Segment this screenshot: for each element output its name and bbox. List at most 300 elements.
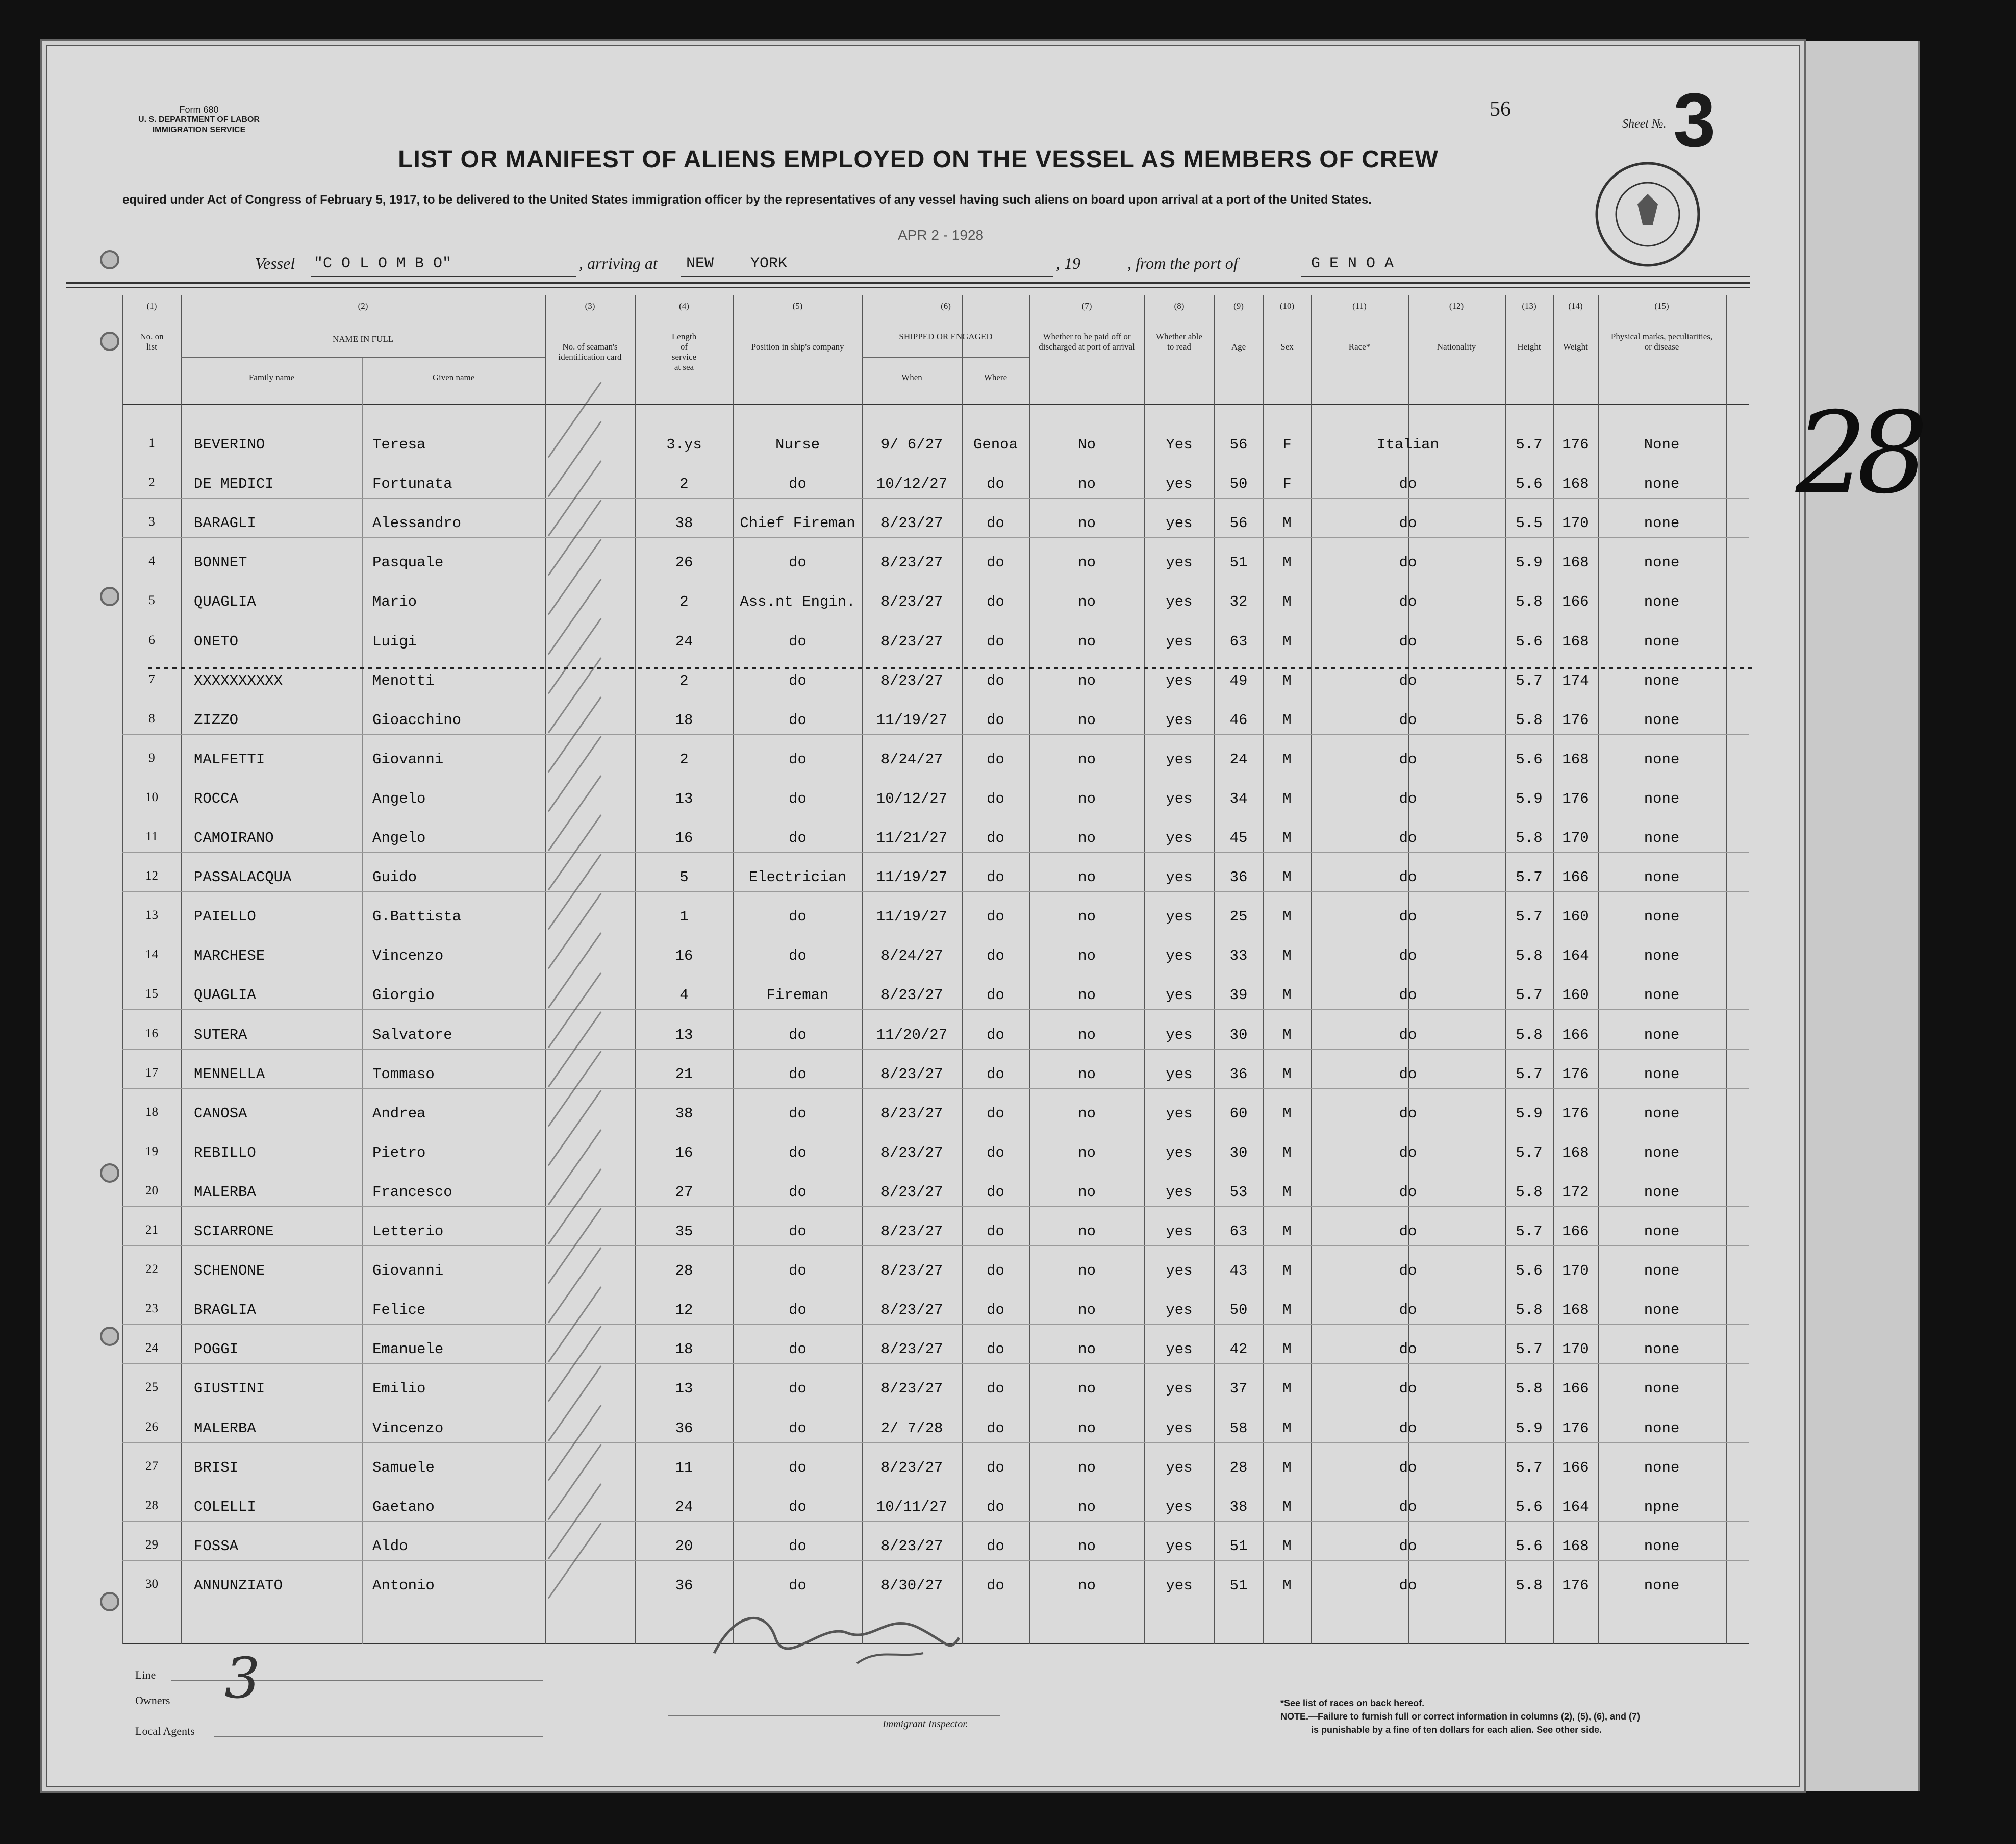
weight: 164 bbox=[1562, 1499, 1589, 1515]
row-number: 24 bbox=[145, 1341, 158, 1355]
age: 30 bbox=[1229, 1027, 1248, 1043]
col9-header: (9) Age bbox=[1231, 301, 1246, 352]
arriving-label: , arriving at bbox=[579, 254, 658, 272]
page-number: 56 bbox=[1490, 97, 1511, 121]
able-to-read: yes bbox=[1166, 515, 1193, 532]
row-number: 10 bbox=[145, 790, 158, 804]
race-nationality: do bbox=[1399, 1144, 1417, 1161]
weight: 166 bbox=[1562, 1459, 1589, 1476]
shipped-when: 8/24/27 bbox=[880, 751, 943, 768]
position: do bbox=[789, 633, 807, 650]
col3-header: (3) No. of seaman's identification card bbox=[558, 301, 622, 362]
weight: 160 bbox=[1562, 987, 1589, 1004]
race-nationality: do bbox=[1399, 1027, 1417, 1043]
physical-marks: none bbox=[1644, 672, 1680, 689]
family-name: POGGI bbox=[194, 1341, 239, 1358]
given-name: Emanuele bbox=[372, 1341, 444, 1358]
age: 51 bbox=[1229, 1538, 1248, 1555]
race-nationality: do bbox=[1399, 908, 1417, 925]
family-name: SCHENONE bbox=[194, 1262, 265, 1279]
race-nationality: do bbox=[1399, 554, 1417, 571]
sex: M bbox=[1282, 1027, 1292, 1043]
shipped-where: do bbox=[987, 830, 1004, 846]
able-to-read: yes bbox=[1166, 672, 1193, 689]
height: 5.8 bbox=[1516, 1302, 1543, 1318]
shipped-where: do bbox=[987, 987, 1004, 1004]
position: do bbox=[789, 554, 807, 571]
position: do bbox=[789, 1459, 807, 1476]
able-to-read: Yes bbox=[1166, 436, 1193, 453]
shipped-where: do bbox=[987, 1459, 1004, 1476]
row-number: 3 bbox=[148, 515, 155, 529]
given-name: Francesco bbox=[372, 1184, 452, 1201]
weight: 168 bbox=[1562, 1144, 1589, 1161]
age: 36 bbox=[1229, 1066, 1248, 1083]
sex: M bbox=[1282, 908, 1292, 925]
physical-marks: none bbox=[1644, 830, 1680, 846]
age: 38 bbox=[1229, 1499, 1248, 1515]
given-name: Gaetano bbox=[372, 1499, 435, 1515]
from-port-label: , from the port of bbox=[1127, 254, 1238, 272]
able-to-read: yes bbox=[1166, 1420, 1193, 1437]
race-nationality: Italian bbox=[1377, 436, 1439, 453]
shipped-where: do bbox=[987, 1341, 1004, 1358]
physical-marks: none bbox=[1644, 1027, 1680, 1043]
shipped-where: do bbox=[987, 1302, 1004, 1318]
consulate-seal bbox=[1592, 158, 1704, 270]
able-to-read: yes bbox=[1166, 593, 1193, 610]
family-name: PASSALACQUA bbox=[194, 869, 292, 886]
sex: M bbox=[1282, 1380, 1292, 1397]
shipped-where: do bbox=[987, 1577, 1004, 1594]
row-number: 14 bbox=[145, 948, 158, 961]
family-name: SCIARRONE bbox=[194, 1223, 274, 1240]
col2-header: (2) NAME IN FULL bbox=[333, 301, 393, 344]
family-name: BRISI bbox=[194, 1459, 239, 1476]
paid-off: no bbox=[1078, 1341, 1096, 1358]
race-nationality: do bbox=[1399, 751, 1417, 768]
age: 37 bbox=[1229, 1380, 1248, 1397]
physical-marks: none bbox=[1644, 1144, 1680, 1161]
shipped-where: do bbox=[987, 1380, 1004, 1397]
shipped-when: 8/23/27 bbox=[880, 1459, 943, 1476]
able-to-read: yes bbox=[1166, 712, 1193, 729]
able-to-read: yes bbox=[1166, 830, 1193, 846]
race-nationality: do bbox=[1399, 869, 1417, 886]
position: do bbox=[789, 830, 807, 846]
given-name: Guido bbox=[372, 869, 417, 886]
paid-off: no bbox=[1078, 790, 1096, 807]
service-length: 38 bbox=[675, 515, 693, 532]
given-name: Antonio bbox=[372, 1577, 435, 1594]
position: do bbox=[789, 1223, 807, 1240]
race-nationality: do bbox=[1399, 593, 1417, 610]
sex: M bbox=[1282, 554, 1292, 571]
shipped-when: 10/12/27 bbox=[876, 790, 948, 807]
race-nationality: do bbox=[1399, 830, 1417, 846]
shipped-where: do bbox=[987, 751, 1004, 768]
weight: 168 bbox=[1562, 1538, 1589, 1555]
row-number: 8 bbox=[148, 712, 155, 726]
paid-off: no bbox=[1078, 1380, 1096, 1397]
position: do bbox=[789, 908, 807, 925]
given-name: Giovanni bbox=[372, 751, 444, 768]
able-to-read: yes bbox=[1166, 1184, 1193, 1201]
row-number: 5 bbox=[148, 593, 155, 607]
age: 50 bbox=[1229, 1302, 1248, 1318]
position: Fireman bbox=[766, 987, 829, 1004]
paid-off: no bbox=[1078, 1302, 1096, 1318]
physical-marks: none bbox=[1644, 476, 1680, 492]
service-length: 2 bbox=[679, 593, 689, 610]
service-length: 4 bbox=[679, 987, 689, 1004]
physical-marks: none bbox=[1644, 1184, 1680, 1201]
col6-header: (6) SHIPPED OR ENGAGED bbox=[899, 301, 993, 341]
paid-off: no bbox=[1078, 1459, 1096, 1476]
weight: 172 bbox=[1562, 1184, 1589, 1201]
family-name: XXXXXXXXXX bbox=[194, 672, 283, 689]
race-nationality: do bbox=[1399, 476, 1417, 492]
race-nationality: do bbox=[1399, 948, 1417, 964]
age: 51 bbox=[1229, 1577, 1248, 1594]
position: do bbox=[789, 1105, 807, 1122]
race-nationality: do bbox=[1399, 1577, 1417, 1594]
height: 5.7 bbox=[1516, 1144, 1543, 1161]
given-name: Aldo bbox=[372, 1538, 408, 1555]
able-to-read: yes bbox=[1166, 554, 1193, 571]
physical-marks: none bbox=[1644, 1420, 1680, 1437]
row-number: 15 bbox=[145, 987, 158, 1001]
inspector-label: Immigrant Inspector. bbox=[883, 1718, 968, 1730]
shipped-when: 8/23/27 bbox=[880, 554, 943, 571]
physical-marks: none bbox=[1644, 554, 1680, 571]
height: 5.6 bbox=[1516, 1262, 1543, 1279]
position: do bbox=[789, 1262, 807, 1279]
given-name: Giovanni bbox=[372, 1262, 444, 1279]
paid-off: no bbox=[1078, 869, 1096, 886]
race-nationality: do bbox=[1399, 1262, 1417, 1279]
service-length: 13 bbox=[675, 1027, 693, 1043]
col5-header: (5) Position in ship's company bbox=[751, 301, 844, 352]
age: 56 bbox=[1229, 436, 1248, 453]
given-name: G.Battista bbox=[372, 908, 462, 925]
binder-hole bbox=[100, 1592, 119, 1611]
penalty-note-1: NOTE.—Failure to furnish full or correct information in columns (2), (5), (6), and (7) bbox=[1280, 1711, 1641, 1722]
given-name: Vincenzo bbox=[372, 1420, 444, 1437]
family-name: MALFETTI bbox=[194, 751, 265, 768]
row-number: 4 bbox=[148, 554, 155, 568]
shipped-where: do bbox=[987, 1066, 1004, 1083]
col8-header: (8) Whether able to read bbox=[1155, 301, 1203, 352]
height: 5.6 bbox=[1516, 633, 1543, 650]
age: 58 bbox=[1229, 1420, 1248, 1437]
service-length: 2 bbox=[679, 672, 689, 689]
weight: 164 bbox=[1562, 948, 1589, 964]
paid-off: no bbox=[1078, 1499, 1096, 1515]
position: do bbox=[789, 1420, 807, 1437]
race-nationality: do bbox=[1399, 672, 1417, 689]
shipped-when: 8/23/27 bbox=[880, 515, 943, 532]
age: 53 bbox=[1229, 1184, 1248, 1201]
shipped-when: 8/23/27 bbox=[880, 1144, 943, 1161]
paid-off: no bbox=[1078, 672, 1096, 689]
weight: 166 bbox=[1562, 1380, 1589, 1397]
page-title: LIST OR MANIFEST OF ALIENS EMPLOYED ON THE VESSEL AS MEMBERS OF CREW bbox=[398, 146, 1439, 173]
age: 33 bbox=[1229, 948, 1248, 964]
height: 5.7 bbox=[1516, 1459, 1543, 1476]
family-name-header: Family name bbox=[248, 372, 295, 382]
row-number: 12 bbox=[145, 869, 158, 883]
given-name: Angelo bbox=[372, 830, 426, 846]
col4-header: (4) Length of service at sea bbox=[671, 301, 697, 372]
shipped-when: 8/24/27 bbox=[880, 948, 943, 964]
shipped-where: do bbox=[987, 515, 1004, 532]
able-to-read: yes bbox=[1166, 476, 1193, 492]
race-nationality: do bbox=[1399, 1223, 1417, 1240]
binder-hole bbox=[100, 1327, 119, 1346]
weight: 176 bbox=[1562, 712, 1589, 729]
position: do bbox=[789, 1066, 807, 1083]
shipped-where: do bbox=[987, 593, 1004, 610]
given-name: Angelo bbox=[372, 790, 426, 807]
race-nationality: do bbox=[1399, 1538, 1417, 1555]
position: Electrician bbox=[748, 869, 847, 886]
physical-marks: none bbox=[1644, 515, 1680, 532]
sex: M bbox=[1282, 515, 1292, 532]
paid-off: no bbox=[1078, 1066, 1096, 1083]
weight: 176 bbox=[1562, 1420, 1589, 1437]
sex: M bbox=[1282, 1538, 1292, 1555]
row-number: 27 bbox=[145, 1459, 158, 1473]
race-nationality: do bbox=[1399, 1341, 1417, 1358]
sex: M bbox=[1282, 593, 1292, 610]
row-number: 23 bbox=[145, 1302, 158, 1315]
physical-marks: none bbox=[1644, 1538, 1680, 1555]
shipped-when: 10/12/27 bbox=[876, 476, 948, 492]
strikethrough-row-7 bbox=[148, 667, 1755, 669]
binder-hole bbox=[100, 250, 119, 269]
age: 34 bbox=[1229, 790, 1248, 807]
physical-marks: none bbox=[1644, 1105, 1680, 1122]
race-nationality: do bbox=[1399, 712, 1417, 729]
weight: 174 bbox=[1562, 672, 1589, 689]
service-length: 24 bbox=[675, 633, 693, 650]
service-length: 12 bbox=[675, 1302, 693, 1318]
given-name: Alessandro bbox=[372, 515, 462, 532]
shipped-when: 11/19/27 bbox=[876, 712, 948, 729]
handwritten-line-number: 3 bbox=[224, 1646, 260, 1711]
physical-marks: none bbox=[1644, 987, 1680, 1004]
physical-marks: none bbox=[1644, 869, 1680, 886]
race-nationality: do bbox=[1399, 1066, 1417, 1083]
sex: M bbox=[1282, 790, 1292, 807]
col1-header: (1) No. on list bbox=[140, 301, 164, 352]
given-name: Letterio bbox=[372, 1223, 444, 1240]
binder-hole bbox=[100, 1163, 119, 1183]
height: 5.8 bbox=[1516, 948, 1543, 964]
able-to-read: yes bbox=[1166, 1105, 1193, 1122]
age: 43 bbox=[1229, 1262, 1248, 1279]
physical-marks: none bbox=[1644, 1066, 1680, 1083]
given-name: Salvatore bbox=[372, 1027, 452, 1043]
position: do bbox=[789, 1538, 807, 1555]
row-number: 13 bbox=[145, 908, 158, 922]
vessel-name: "C O L O M B O" bbox=[314, 255, 452, 272]
service-length: 21 bbox=[675, 1066, 693, 1083]
shipped-when: 11/19/27 bbox=[876, 908, 948, 925]
table-top-rule bbox=[66, 282, 1750, 284]
shipped-where: do bbox=[987, 1027, 1004, 1043]
sex: M bbox=[1282, 712, 1292, 729]
physical-marks: none bbox=[1644, 751, 1680, 768]
shipped-where: do bbox=[987, 712, 1004, 729]
weight: 176 bbox=[1562, 1577, 1589, 1594]
physical-marks: none bbox=[1644, 633, 1680, 650]
able-to-read: yes bbox=[1166, 1066, 1193, 1083]
age: 28 bbox=[1229, 1459, 1248, 1476]
age: 50 bbox=[1229, 476, 1248, 492]
sex: M bbox=[1282, 1499, 1292, 1515]
able-to-read: yes bbox=[1166, 908, 1193, 925]
shipped-where: do bbox=[987, 476, 1004, 492]
weight: 168 bbox=[1562, 751, 1589, 768]
sex: M bbox=[1282, 1262, 1292, 1279]
given-name: Mario bbox=[372, 593, 417, 610]
inspector-signature bbox=[704, 1592, 969, 1674]
given-name: Felice bbox=[372, 1302, 426, 1318]
sex: F bbox=[1282, 436, 1292, 453]
position: Chief Fireman bbox=[740, 515, 855, 532]
family-name: ANNUNZIATO bbox=[194, 1577, 283, 1594]
able-to-read: yes bbox=[1166, 790, 1193, 807]
shipped-where: do bbox=[987, 908, 1004, 925]
paid-off: no bbox=[1078, 1538, 1096, 1555]
family-name: COLELLI bbox=[194, 1499, 256, 1515]
shipped-where: do bbox=[987, 1420, 1004, 1437]
weight: 166 bbox=[1562, 593, 1589, 610]
paid-off: no bbox=[1078, 1420, 1096, 1437]
sex: M bbox=[1282, 1420, 1292, 1437]
paid-off: no bbox=[1078, 1144, 1096, 1161]
paid-off: no bbox=[1078, 830, 1096, 846]
position: do bbox=[789, 948, 807, 964]
age: 45 bbox=[1229, 830, 1248, 846]
shipped-where: do bbox=[987, 633, 1004, 650]
weight: 166 bbox=[1562, 869, 1589, 886]
height: 5.8 bbox=[1516, 1184, 1543, 1201]
given-name: Vincenzo bbox=[372, 948, 444, 964]
col14-header: (14) Weight bbox=[1563, 301, 1588, 352]
paid-off: no bbox=[1078, 1027, 1096, 1043]
physical-marks: none bbox=[1644, 908, 1680, 925]
row-number: 17 bbox=[145, 1066, 158, 1080]
col12-header: (12) Nationality bbox=[1437, 301, 1476, 352]
position: do bbox=[789, 790, 807, 807]
shipped-when: 9/ 6/27 bbox=[880, 436, 943, 453]
weight: 170 bbox=[1562, 830, 1589, 846]
physical-marks: none bbox=[1644, 1223, 1680, 1240]
age: 60 bbox=[1229, 1105, 1248, 1122]
date-stamp: APR 2 - 1928 bbox=[898, 227, 984, 243]
shipped-when: 8/23/27 bbox=[880, 633, 943, 650]
shipped-where: do bbox=[987, 790, 1004, 807]
row-number: 9 bbox=[148, 751, 155, 765]
given-name: Gioacchino bbox=[372, 712, 462, 729]
shipped-when: 8/23/27 bbox=[880, 593, 943, 610]
sex: M bbox=[1282, 1459, 1292, 1476]
age: 25 bbox=[1229, 908, 1248, 925]
position: do bbox=[789, 1380, 807, 1397]
shipped-where: Genoa bbox=[973, 436, 1018, 453]
height: 5.7 bbox=[1516, 1223, 1543, 1240]
paid-off: no bbox=[1078, 633, 1096, 650]
age: 51 bbox=[1229, 554, 1248, 571]
row-number: 18 bbox=[145, 1105, 158, 1119]
weight: 176 bbox=[1562, 436, 1589, 453]
position: Ass.nt Engin. bbox=[740, 593, 855, 610]
position: do bbox=[789, 1184, 807, 1201]
position: do bbox=[789, 1027, 807, 1043]
owners-label: Owners bbox=[135, 1694, 170, 1707]
family-name: MALERBA bbox=[194, 1420, 256, 1437]
shipped-when: 8/23/27 bbox=[880, 1341, 943, 1358]
able-to-read: yes bbox=[1166, 1577, 1193, 1594]
race-nationality: do bbox=[1399, 1184, 1417, 1201]
height: 5.7 bbox=[1516, 908, 1543, 925]
able-to-read: yes bbox=[1166, 1262, 1193, 1279]
shipped-when: 11/20/27 bbox=[876, 1027, 948, 1043]
able-to-read: yes bbox=[1166, 1499, 1193, 1515]
height: 5.7 bbox=[1516, 869, 1543, 886]
family-name: BARAGLI bbox=[194, 515, 256, 532]
sex: M bbox=[1282, 1184, 1292, 1201]
sex: M bbox=[1282, 672, 1292, 689]
paid-off: no bbox=[1078, 593, 1096, 610]
row-number: 26 bbox=[145, 1420, 158, 1434]
height: 5.7 bbox=[1516, 987, 1543, 1004]
paid-off: no bbox=[1078, 1262, 1096, 1279]
height: 5.6 bbox=[1516, 751, 1543, 768]
paid-off: no bbox=[1078, 751, 1096, 768]
paid-off: no bbox=[1078, 476, 1096, 492]
height: 5.9 bbox=[1516, 1420, 1543, 1437]
height: 5.6 bbox=[1516, 1538, 1543, 1555]
shipped-where: do bbox=[987, 1499, 1004, 1515]
paid-off: no bbox=[1078, 1577, 1096, 1594]
race-nationality: do bbox=[1399, 790, 1417, 807]
position: do bbox=[789, 1144, 807, 1161]
row-number: 2 bbox=[148, 476, 155, 489]
given-name: Emilio bbox=[372, 1380, 426, 1397]
paid-off: no bbox=[1078, 987, 1096, 1004]
age: 30 bbox=[1229, 1144, 1248, 1161]
shipped-when: 8/23/27 bbox=[880, 1066, 943, 1083]
service-length: 26 bbox=[675, 554, 693, 571]
weight: 170 bbox=[1562, 1341, 1589, 1358]
physical-marks: none bbox=[1644, 948, 1680, 964]
able-to-read: yes bbox=[1166, 1302, 1193, 1318]
height: 5.7 bbox=[1516, 1066, 1543, 1083]
col10-header: (10) Sex bbox=[1279, 301, 1295, 352]
service-length: 28 bbox=[675, 1262, 693, 1279]
service-length: 5 bbox=[679, 869, 689, 886]
given-name: Tommaso bbox=[372, 1066, 435, 1083]
shipped-where: do bbox=[987, 1184, 1004, 1201]
year-label: , 19 bbox=[1056, 254, 1080, 272]
shipped-where: do bbox=[987, 948, 1004, 964]
age: 39 bbox=[1229, 987, 1248, 1004]
shipped-where: do bbox=[987, 1538, 1004, 1555]
